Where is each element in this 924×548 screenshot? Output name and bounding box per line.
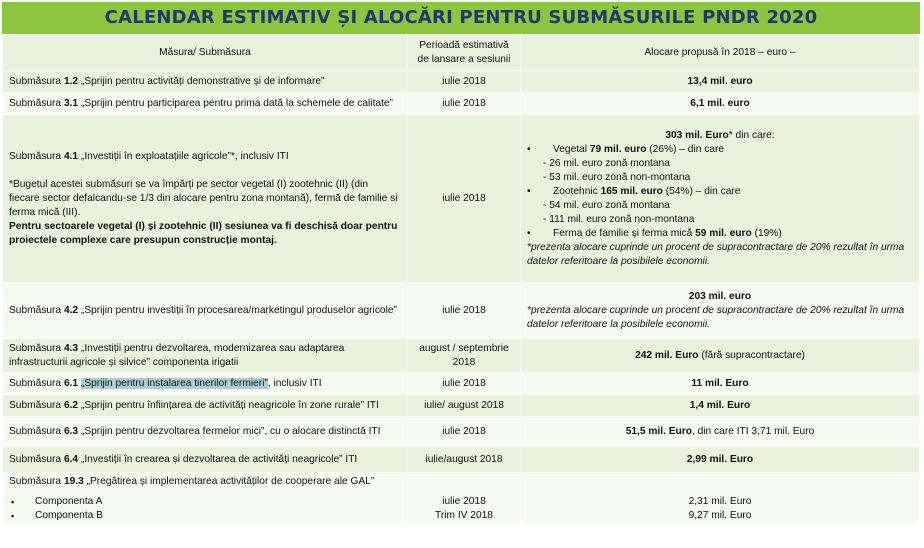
document [2, 2, 920, 525]
header-period: Perioadă estimativă de lansare a sesiunii [408, 35, 521, 71]
list-item: - 54 mil. euro zonă montana [543, 199, 670, 211]
period-cell: iulie/ august 2018 [408, 395, 521, 417]
allocation-table [2, 34, 920, 525]
allocation-cell: 11 mil. Euro [521, 373, 920, 395]
footnote: *prezenta alocare cuprinde un procent de supracontractare de 20% rezultat în urma datelor referitoare la posibilele economii. [527, 304, 905, 330]
period-cell: iulie 2018 [408, 93, 521, 115]
measure-code: 1.2 [63, 75, 79, 87]
allocation-cell: 2,99 mil. Euro [521, 447, 920, 473]
allocation-cell: 1,4 mil. Euro [521, 395, 920, 417]
measure-code: 4.2 [63, 304, 79, 316]
table-row [3, 417, 920, 447]
measure-code: 6.1 [63, 377, 79, 389]
period-cell: august / septembrie 2018 [408, 339, 521, 373]
measure-code: 19.3 [63, 475, 84, 487]
measure-code: 4.3 [63, 342, 79, 354]
list-item: • Ferma de familie și ferma mică 59 mil. euro (19%) [527, 227, 913, 241]
allocation-cell: 203 mil. euro *prezenta alocare cuprinde un procent de supracontractare de 20% rezultat în urma datelor referitoare la posibilele economii. [521, 283, 920, 339]
header-measure: Măsura/ Submăsura [3, 35, 408, 71]
budget-note: *Bugetul acestei submăsuri se va împărți pe sector vegetal (I) zootehnic (II) (din fiecare sector defalcandu-se 1/3 din alocare pentru zona montană), fermă de familie si ferma mică (III). [9, 178, 398, 218]
measure-code: 3.1 [63, 97, 79, 109]
table-row [3, 71, 920, 93]
period-cell: iulie/august 2018 [408, 447, 521, 473]
footnote: *prezenta alocare cuprinde un procent de supracontractare de 20% rezultat în urma datelor referitoare la posibilele economii. [527, 241, 905, 267]
allocation-cell: 303 mil. Euro* din care: • Vegetal 79 mil. euro (26%) – din care - 26 mil. euro zonă montana - 53 mil. euro zonă non-montana • Zootehnic 165 mil. euro (54%) – din care - 54 mil. euro zonă montana - 111 mil. euro zonă non-montana • Ferma de familie și ferma mică 59 mil. euro (19%) *prezenta alocare cuprinde un procent de supracontractare de 20% rezultat în urma datelor referitoare la posibilele economii. [521, 115, 920, 283]
table-row [3, 93, 920, 115]
list-item: - 26 mil. euro zonă montana [543, 157, 670, 169]
measure-cell: Submăsura 6.4 „Investiții în crearea și dezvoltarea de activități neagricole” ITI [3, 447, 408, 473]
measure-cell: Submăsura 6.3 „Sprijin pentru dezvoltarea fermelor mici”, cu o alocare distinctă ITI [3, 417, 408, 447]
measure-cell: Submăsura 1.2 „Sprijin pentru activități demonstrative și de informare” [3, 71, 408, 93]
list-item: • Zootehnic 165 mil. euro (54%) – din care [527, 185, 913, 199]
document-title: CALENDAR ESTIMATIV ȘI ALOCĂRI PENTRU SUBMĂSURILE PNDR 2020 [2, 2, 920, 34]
measure-cell: Submăsura 3.1 „Sprijin pentru participarea pentru prima dată la schemele de calitate” [3, 93, 408, 115]
allocation-cell: 6,1 mil. euro [521, 93, 920, 115]
measure-cell: Submăsura 19.3 „Pregătirea și implementarea activităților de cooperare ale GAL” ▪ Componenta A ▪ Componenta B [3, 473, 408, 525]
table-row [3, 115, 920, 283]
measure-cell: Submăsura 4.3 „Investiții pentru dezvoltarea, modernizarea sau adaptarea infrastructurii agricole și silvice” componenta irigatii [3, 339, 408, 373]
allocation-breakdown [527, 143, 913, 241]
allocation-cell: 13,4 mil. euro [521, 71, 920, 93]
measure-code: 4.1 [63, 150, 79, 162]
allocation-cell: 51,5 mil. Euro, din care ITI 3,71 mil. Euro [521, 417, 920, 447]
session-note: Pentru sectoarele vegetal (I) și zootehnic (II) sesiunea va fi deschisă doar pentru proiectele complexe care presupun construcție montaj. [9, 220, 398, 246]
table-row [3, 473, 920, 525]
allocation-cell: 2,31 mil. Euro 9,27 mil. Euro [521, 473, 920, 525]
period-cell: iulie 2018 [408, 71, 521, 93]
table-row [3, 339, 920, 373]
period-cell: iulie 2018 [408, 283, 521, 339]
measure-cell: Submăsura 6.1 „Sprijin pentru instalarea tinerilor fermieri”, inclusiv ITI [3, 373, 408, 395]
header-allocation: Alocare propusă în 2018 – euro – [521, 35, 920, 71]
list-item: • Vegetal 79 mil. euro (26%) – din care [527, 143, 913, 157]
measure-cell: Submăsura 4.2 „Sprijin pentru investiții în procesarea/marketingul produselor agricole” [3, 283, 408, 339]
measure-cell: Submăsura 6.2 „Sprijin pentru înființarea de activități neagricole în zone rurale” ITI [3, 395, 408, 417]
table-row [3, 283, 920, 339]
table-row [3, 447, 920, 473]
list-item: - 53 mil. euro zonă non-montana [543, 171, 691, 183]
allocation-cell: 242 mil. Euro (fără supracontractare) [521, 339, 920, 373]
measure-code: 6.2 [63, 399, 79, 411]
measure-code: 6.4 [63, 453, 79, 465]
table-header-row [3, 35, 920, 71]
period-cell: iulie 2018 Trim IV 2018 [408, 473, 521, 525]
measure-code: 6.3 [63, 425, 79, 437]
component-a: ▪ Componenta A [9, 495, 401, 509]
period-cell: iulie 2018 [408, 373, 521, 395]
highlighted-text: „Sprijin pentru instalarea tinerilor fermieri” [80, 377, 268, 389]
measure-cell: Submăsura 4.1 „Investiții în exploatațiile agricole”*, inclusiv ITI *Bugetul acestei submăsuri se va împărți pe sector vegetal (I) zootehnic (II) (din fiecare sector defalcandu-se 1/3 din alocare pentru zona montană), fermă de familie si ferma mică (III). Pentru sectoarele vegetal (I) și zootehnic (II) sesiunea va fi deschisă doar pentru proiectele complexe care presupun construcție montaj. [3, 115, 408, 283]
table-row [3, 395, 920, 417]
period-cell: iulie 2018 [408, 417, 521, 447]
table-row [3, 373, 920, 395]
component-b: ▪ Componenta B [9, 509, 401, 523]
period-cell: iulie 2018 [408, 115, 521, 283]
list-item: - 111 mil. euro zonă non-montana [543, 213, 695, 225]
